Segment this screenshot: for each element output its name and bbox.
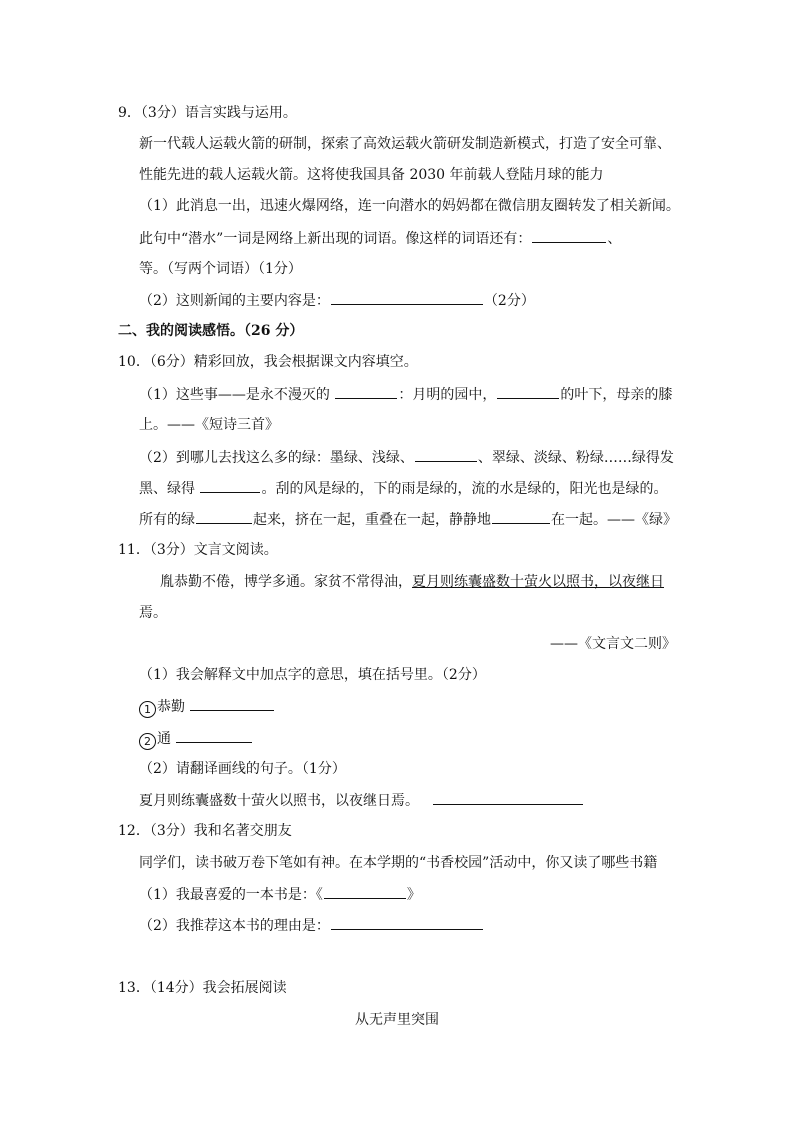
q12-header: 12．（3分）我和名著交朋友 xyxy=(118,823,292,839)
q11-item1 xyxy=(139,697,275,718)
answer-blank[interactable] xyxy=(200,479,260,493)
circled-number-2: 2 xyxy=(139,733,156,750)
q9-sub1-line2-text: 此句中“潜水”一词是网络上新出现的词语。像这样的词语还有： xyxy=(139,231,532,247)
q11-item1-text: 恭勤 xyxy=(157,699,185,715)
q10-sub1-line2: 上。——《短诗三首》 xyxy=(139,417,279,433)
q13-header: 13．（14分）我会拓展阅读 xyxy=(118,980,287,996)
circled-number-1: 1 xyxy=(139,701,156,718)
q10-sub2-b: 、翠绿、淡绿、粉绿……绿得发 xyxy=(477,450,674,466)
q10-sub2-line2-a: 黑、绿得 xyxy=(139,481,195,497)
q11-passage-a: 胤恭勤不倦，博学多通。家贫不常得油， xyxy=(160,574,412,590)
q11-header: 11．（3分）文言文阅读。 xyxy=(118,542,278,558)
q9-passage-line2: 性能先进的载人运载火箭。这将使我国具备 2030 年前载人登陆月球的能力 xyxy=(139,167,604,183)
q10-header: 10．（6分）精彩回放，我会根据课文内容填空。 xyxy=(118,354,418,370)
q9-sub1-line3: 等。（写两个词语）（1分） xyxy=(139,261,302,277)
q9-sub1-line1: （1）此消息一出，迅速火爆网络，连一向潜水的妈妈都在微信朋友圈转发了相关新闻。 xyxy=(139,198,680,214)
q12-sub1-a: （1）我最喜爱的一本书是：《 xyxy=(139,887,323,903)
answer-blank[interactable] xyxy=(196,510,252,524)
q9-sub2-text: （2）这则新闻的主要内容是： xyxy=(139,293,330,309)
q11-item2-text: 通 xyxy=(157,731,171,747)
q10-sub2-line3 xyxy=(139,510,677,529)
q10-sub2-line2-b: 。刮的风是绿的，下的雨是绿的，流的水是绿的，阳光也是绿的。 xyxy=(261,481,668,497)
q11-sub1: （1）我会解释文中加点字的意思，填在括号里。（2分） xyxy=(139,667,486,683)
answer-blank[interactable] xyxy=(331,916,483,930)
section2-title: 二、我的阅读感悟。（26 分） xyxy=(118,323,304,339)
answer-blank[interactable] xyxy=(433,791,583,805)
q9-sub1-line2-tail: 、 xyxy=(607,231,622,247)
answer-blank[interactable] xyxy=(176,729,252,743)
q11-passage-underlined: 夏月则练囊盛数十萤火以照书，以夜继日 xyxy=(412,574,664,590)
q12-sub2 xyxy=(139,916,484,935)
answer-blank[interactable] xyxy=(415,448,477,462)
q9-header: 9．（3分）语言实践与运用。 xyxy=(118,105,297,121)
q11-item2 xyxy=(139,729,253,750)
answer-blank[interactable] xyxy=(532,229,606,243)
q11-sub2-sentence-line xyxy=(139,791,584,810)
q12-intro: 同学们，读书破万卷下笔如有神。在本学期的“书香校园”活动中，你又读了哪些书籍 xyxy=(139,855,658,871)
q10-sub2-line1 xyxy=(139,448,674,467)
q11-sub2-sentence: 夏月则练囊盛数十萤火以照书，以夜继日焉。 xyxy=(139,793,419,809)
answer-blank[interactable] xyxy=(335,385,397,399)
q11-passage-line1 xyxy=(160,573,664,591)
q9-passage-line1: 新一代载人运载火箭的研制，探索了高效运载火箭研发制造新模式，打造了安全可靠、 xyxy=(139,136,671,152)
q12-sub2-text: （2）我推荐这本书的理由是： xyxy=(139,918,330,934)
q10-sub2-line2 xyxy=(139,479,667,498)
q12-sub1 xyxy=(139,885,421,904)
q12-sub1-b: 》 xyxy=(406,887,421,903)
q10-sub2-line3-a: 所有的绿 xyxy=(139,512,195,528)
q10-sub1-b: ：月明的园中， xyxy=(398,387,497,403)
q10-sub1-c: 的叶下，母亲的膝 xyxy=(560,387,673,403)
q11-source: ——《文言文二则》 xyxy=(550,636,676,652)
q11-passage-line2: 焉。 xyxy=(139,605,167,621)
q11-sub2: （2）请翻译画线的句子。（1分） xyxy=(139,761,346,777)
answer-blank[interactable] xyxy=(492,510,550,524)
q9-sub1-line2 xyxy=(139,229,621,248)
q10-sub1-line1 xyxy=(139,385,672,404)
q10-sub2-line3-b: 起来，挤在一起，重叠在一起，静静地 xyxy=(253,512,491,528)
answer-blank[interactable] xyxy=(331,291,483,305)
q9-sub2 xyxy=(139,291,535,310)
answer-blank[interactable] xyxy=(324,885,406,899)
answer-blank[interactable] xyxy=(190,697,274,711)
q10-sub2-a: （2）到哪儿去找这么多的绿：墨绿、浅绿、 xyxy=(139,450,414,466)
q10-sub2-line3-c: 在一起。——《绿》 xyxy=(551,512,677,528)
q9-sub2-tail: （2分） xyxy=(483,293,535,309)
answer-blank[interactable] xyxy=(497,385,559,399)
q10-sub1-a: （1）这些事——是永不漫灭的 xyxy=(139,387,330,403)
q13-article-title: 从无声里突围 xyxy=(355,1012,439,1028)
